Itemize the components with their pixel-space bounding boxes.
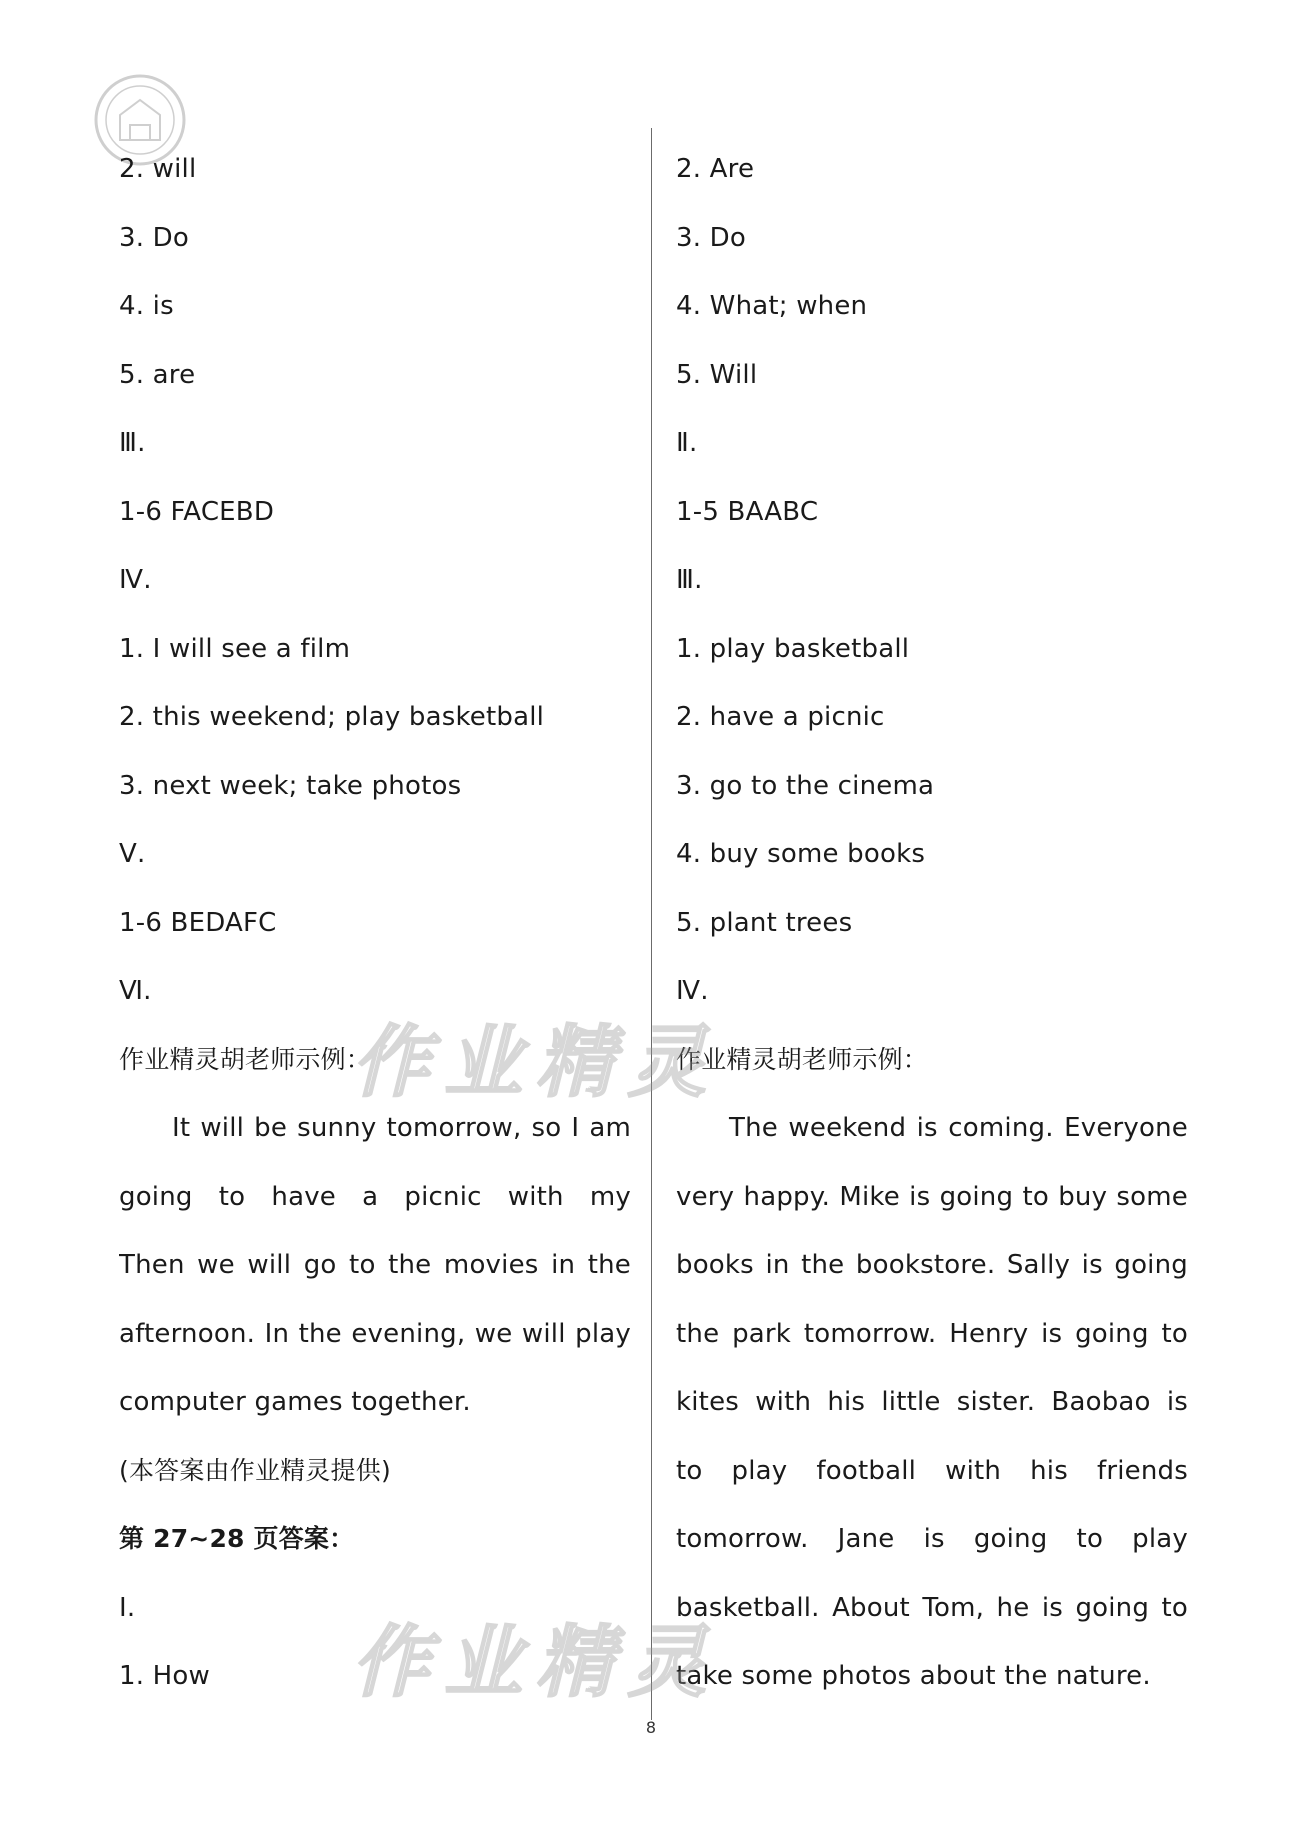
essay-line: take some photos about the nature. [676, 1661, 1151, 1691]
answer-line: 2. Are [676, 154, 755, 184]
essay-line: books in the bookstore. Sally is going [676, 1250, 1188, 1280]
answer-line: 1-5 BAABC [676, 496, 819, 527]
answer-line: 3. Do [676, 222, 746, 253]
page-number: 8 [645, 1718, 657, 1737]
section-number: Ⅳ. [119, 565, 152, 595]
section-heading: 第 27~28 页答案： [119, 1524, 355, 1553]
section-number: Ⅱ. [676, 428, 698, 458]
example-label: 作业精灵胡老师示例： [119, 1044, 372, 1074]
essay-line: kites with his little sister. Baobao is [676, 1387, 1188, 1417]
essay-line: The weekend is coming. Everyone [729, 1113, 1188, 1143]
section-number: Ⅲ. [119, 428, 146, 458]
essay-line: to play football with his friends [676, 1455, 1188, 1486]
answer-line: 1-6 FACEBD [119, 496, 275, 527]
answer-line: 1. I will see a film [119, 633, 351, 664]
essay-line: Then we will go to the movies in the [119, 1250, 631, 1280]
section-number: Ⅰ. [119, 1592, 136, 1623]
section-number: Ⅳ. [676, 976, 709, 1006]
answer-line: 3. next week; take photos [119, 770, 462, 801]
section-number: Ⅲ. [676, 565, 703, 595]
answer-line: 3. go to the cinema [676, 770, 935, 801]
example-label: 作业精灵胡老师示例： [676, 1044, 929, 1074]
left-column [119, 135, 631, 1711]
essay-line: tomorrow. Jane is going to play [676, 1524, 1188, 1554]
answer-line: 1. play basketball [676, 633, 910, 664]
essay-line: going to have a picnic with my [119, 1181, 631, 1212]
essay-line: It will be sunny tomorrow, so I am [172, 1113, 631, 1143]
answer-line: 2. have a picnic [676, 702, 885, 732]
answer-line: 2. this weekend; play basketball [119, 702, 545, 732]
answer-line: 1-6 BEDAFC [119, 907, 277, 938]
answer-line: 3. Do [119, 222, 189, 253]
essay-line: computer games together. [119, 1387, 471, 1417]
essay-line: afternoon. In the evening, we will play [119, 1318, 631, 1349]
essay-line: very happy. Mike is going to buy some [676, 1181, 1188, 1212]
answer-line: 4. What; when [676, 291, 868, 321]
source-note: (本答案由作业精灵提供) [119, 1455, 391, 1485]
right-column [676, 135, 1188, 1711]
answer-line: 1. How [119, 1661, 210, 1691]
answer-line: 5. are [119, 359, 196, 390]
essay-line: basketball. About Tom, he is going to [676, 1592, 1188, 1623]
answer-line: 5. Will [676, 359, 758, 390]
answer-line: 4. buy some books [676, 839, 926, 869]
section-number: Ⅵ. [119, 976, 152, 1006]
answer-line: 5. plant trees [676, 907, 853, 938]
column-divider [651, 128, 652, 1720]
watermark: 作业精灵 [352, 1018, 721, 1108]
essay-line: the park tomorrow. Henry is going to [676, 1318, 1188, 1349]
watermark: 作业精灵 [352, 1618, 721, 1708]
section-number: Ⅴ. [119, 839, 146, 869]
answer-line: 2. will [119, 154, 197, 184]
answer-line: 4. is [119, 291, 174, 321]
